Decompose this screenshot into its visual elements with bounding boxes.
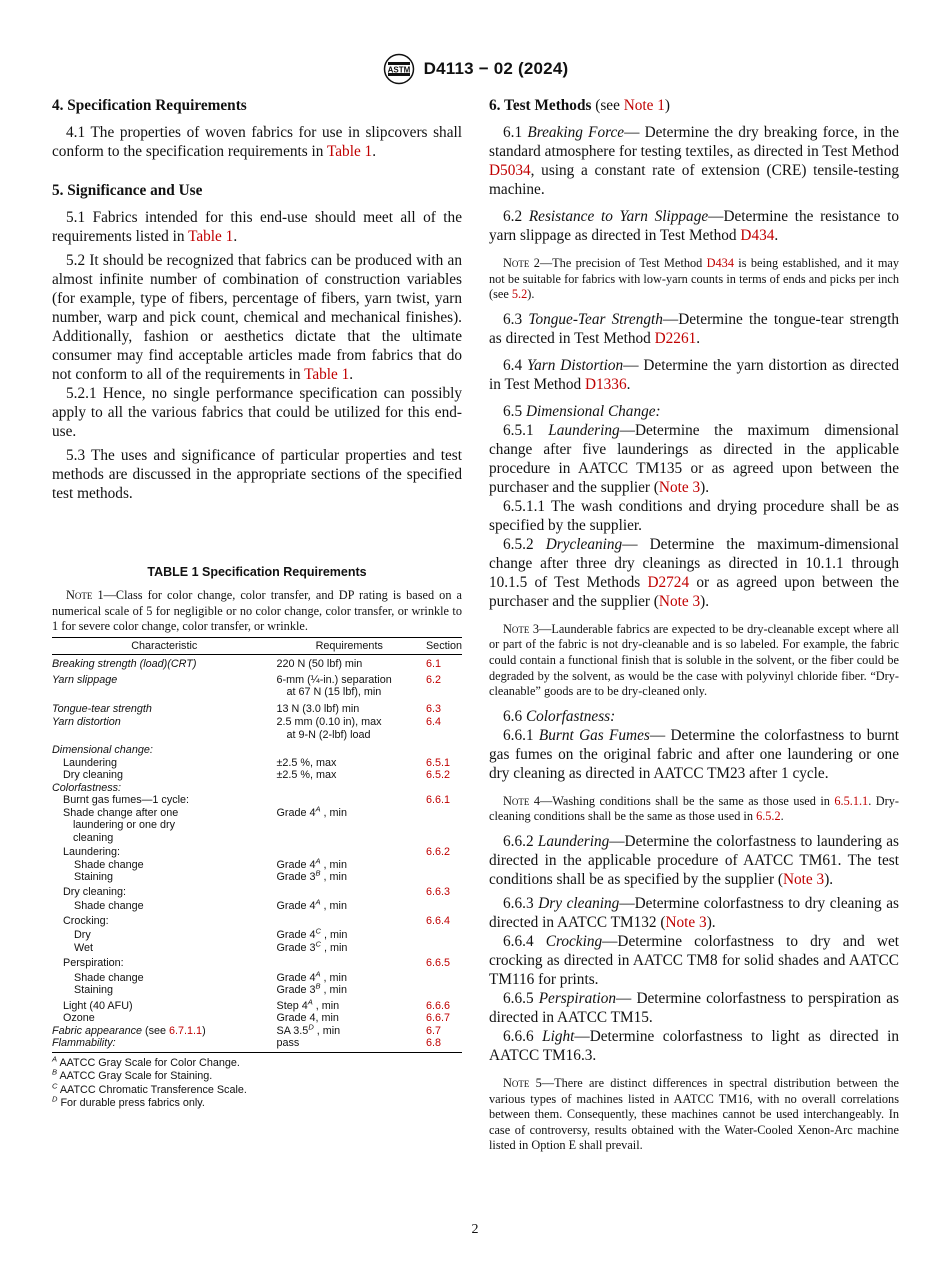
para-6-1: 6.1 Breaking Force— Determine the dry breaking force, in the standard atmosphere for testing textiles, as directed in Test Method D5034, using a constant rate of extension (CRE) tensile-testing machine. [489,124,899,198]
table-row: Shade change Grade $4^A$ , min [74,897,347,913]
table-row: Staining Grade $3^B$ , min [74,981,347,997]
para-6-6-6: 6.6.6 Light—Determine colorfastness to light as directed in AATCC TM16.3. [489,1027,899,1064]
page-number: 2 [471,1222,479,1237]
para-6-5-2: 6.5.2 Drycleaning— Determine the maximum-dimensional change after three dry cleanings as directed in 10.1.1 through 10.1.5 of Test Methods D2724 or as agreed upon between the purchaser and the supplier (Note 3). [489,535,899,610]
table-1-block [52,565,462,1111]
d434-link[interactable]: D434 [706,256,734,270]
d434-link[interactable]: D434 [740,227,775,244]
para-6-5-1-1: 6.5.1.1 The wash conditions and drying procedure shall be as specified by the supplier. [489,497,899,534]
para-4-1: 4.1 The properties of woven fabrics for use in slipcovers shall conform to the specification requirements in Table 1. [52,124,462,160]
section-6-5-2-link[interactable]: 6.5.2 [756,809,781,824]
table-row: Ozone Grade 4, min 6.6.7 [63,1012,450,1025]
d2261-link[interactable]: D2261 [654,329,697,347]
para-6-4: 6.4 Yarn Distortion— Determine the yarn distortion as directed in Test Method D1336. [489,356,900,393]
footnote: $^A$ AATCC Gray Scale for Color Change. [52,1054,240,1069]
table-row: Staining Grade $3^B$ , min [74,868,347,884]
table-row: Dry cleaning: 6.6.3 [63,885,450,898]
section-link[interactable]: 6.3 [425,702,441,715]
section-link[interactable]: 6.5.1 [425,756,450,769]
section-link[interactable]: 6.6.7 [425,1012,450,1025]
table-1-link[interactable]: Table 1 [326,143,373,160]
svg-text:ASTM: ASTM [387,65,410,75]
section-link[interactable]: 6.6.2 [425,846,450,859]
note-3-link[interactable]: Note 3 [658,478,701,496]
para-6-6: 6.6 Colorfastness: [503,707,616,725]
right-column [489,92,899,1154]
para-6-6-3: 6.6.3 Dry cleaning—Determine colorfastness to dry cleaning as directed in AATCC TM132 (Note 3). [489,894,899,931]
page-header [0,53,950,85]
para-6-3: 6.3 Tongue-Tear Strength—Determine the tongue-tear strength as directed in Test Method D2261. [489,310,900,347]
table-row: Shade change after one laundering or one dry cleaning Grade $4^A$ , min [63,804,347,844]
table-row: Shade change Grade $4^A$ , min [74,969,347,984]
table-row: Crocking: 6.6.4 [63,914,450,927]
section-link[interactable]: 6.6.5 [425,957,450,970]
note-5: Note 5—There are distinct differences in spectral distribution between the various types of machines listed in AATCC TM16, with no overall correlations between them. Consequently, these machines cannot be used interchangeably. In case of controversy, results obtained with the Water-Cooled Xenon-Arc machine listed in Option E shall prevail. [489,1075,899,1153]
section-6-title: 6. Test Methods (see Note 1) [489,97,671,114]
d1336-link[interactable]: D1336 [584,375,627,393]
footnote: $^B$ AATCC Gray Scale for Staining. [52,1067,213,1083]
table-footnotes [52,1054,462,1111]
section-link[interactable]: 6.7.1.1 [169,1024,203,1037]
section-4-title: 4. Specification Requirements [52,97,247,114]
footnote: $^C$ AATCC Chromatic Transference Scale. [52,1081,247,1096]
table-1-title: TABLE 1 Specification Requirements [147,565,367,579]
col-header-requirements: Requirements [277,637,422,655]
footnote: $^D$ For durable press fabrics only. [52,1094,205,1110]
table-row: Yarn distortion 2.5 mm (0.10 in), max at 9-N (2-lbf) load 6.4 [52,716,441,741]
section-link[interactable]: 6.6.3 [425,885,450,898]
para-5-3: 5.3 The uses and significance of particular properties and test methods are discussed in the appropriate sections of the specified test methods. [52,447,462,502]
table-row: Tongue-tear strength 13 N (3.0 lbf) min 6.3 [52,702,441,715]
note-3-link[interactable]: Note 3 [665,913,707,931]
para-6-6-1: 6.6.1 Burnt Gas Fumes— Determine the colorfastness to burnt gas fumes on the original fabric and after one laundering or one dry cleaning as directed in AATCC TM23 after 1 cycle. [489,726,899,782]
table-row: Yarn slippage 6-mm (¼-in.) separation at 67 N (15 lbf), min 6.2 [52,673,441,699]
table-1-link[interactable]: Table 1 [304,366,350,383]
table-row: Wet Grade $3^C$ , min [74,939,348,954]
para-5-2: 5.2 It should be recognized that fabrics can be produced with an almost infinite number of combination of construction variables (for example, type of fibers, percentage of fibers, yarn twist, yarn number, warp and pick count, chemical and mechanical finishes). Additionally, fashion or aesthetics dictate that the ultimate consumer may find acceptable articles made from fabrics that do not conform to all of the requirements in Table 1. [52,252,462,383]
para-6-6-5: 6.6.5 Perspiration— Determine colorfastness to perspiration as directed in AATCC TM15. [489,989,899,1026]
table-row: Burnt gas fumes—1 cycle: 6.6.1 [63,794,450,807]
para-6-2: 6.2 Resistance to Yarn Slippage—Determine the resistance to yarn slippage as directed in Test Method D434. [489,208,899,244]
specification-table [52,637,462,1053]
table-1-link[interactable]: Table 1 [188,228,234,245]
note-2: Note 2—The precision of Test Method D434 is being established, and it may not be suitable for fabrics with low-yarn counts in terms of ends and picks per inch (see 5.2). [489,256,899,302]
note-1-link[interactable]: Note 1 [623,97,665,114]
table-row: Flammability: pass 6.8 [52,1037,462,1052]
para-6-5-1: 6.5.1 Laundering—Determine the maximum dimensional change after five launderings as directed in the applicable procedure in AATCC TM135 or as agreed upon between the purchaser and the supplier (Note 3). [489,421,899,496]
table-row: Dry cleaning ±2.5 %, max 6.5.2 [63,769,450,782]
para-5-2-1: 5.2.1 Hence, no single performance specification can possibly apply to all the various fabrics that could be utilized for this end-use. [52,385,462,440]
section-link[interactable]: 6.7 [425,1024,441,1037]
table-row: Laundering ±2.5 %, max 6.5.1 [63,756,450,769]
col-header-section: Section [422,637,462,655]
table-row: Dimensional change: [52,744,153,757]
table-1-note: Note 1—Class for color change, color transfer, and DP rating is based on a numerical scale of 5 for negligible or no color change, color transfer, or wrinkle to 1 for severe color change, color transfer, or wrinkle. [52,588,462,634]
section-link[interactable]: 6.1 [425,658,441,671]
note-4: Note 4—Washing conditions shall be the same as those used in 6.5.1.1. Dry-cleaning conditions shall be the same as those used in 6.5.2. [489,793,899,824]
table-row: Shade change Grade $4^A$ , min [74,856,347,871]
d2724-link[interactable]: D2724 [647,573,690,591]
section-link[interactable]: 6.6.1 [425,794,450,807]
table-row: Dry Grade $4^C$ , min [74,926,348,942]
section-link[interactable]: 6.6.4 [425,914,450,927]
d5034-link[interactable]: D5034 [489,162,531,179]
section-5-title: 5. Significance and Use [52,182,203,199]
section-link[interactable]: 6.5.2 [425,769,450,782]
col-header-characteristic: Characteristic [52,637,277,655]
astm-logo-icon [382,53,416,85]
section-link[interactable]: 6.4 [425,716,441,729]
para-6-5: 6.5 Dimensional Change: [503,402,661,420]
document-designation: D4113 − 02 (2024) [423,59,569,78]
table-row: Light (40 AFU) Step $4^A$ , min 6.6.6 [63,997,450,1012]
table-row: Fabric appearance (see 6.7.1.1) SA $3.5^D$ , min 6.7 [52,1022,441,1037]
table-row: Colorfastness: [52,781,122,794]
table-row: Perspiration: 6.6.5 [63,957,450,970]
para-5-1: 5.1 Fabrics intended for this end-use should meet all of the requirements listed in Table 1. [52,209,462,245]
note-3-link[interactable]: Note 3 [782,870,825,888]
note-3-link[interactable]: Note 3 [658,592,701,610]
section-link[interactable]: 6.6.6 [425,999,450,1012]
note-3: Note 3—Launderable fabrics are expected to be dry-cleanable except where all or part of the fabric is not dry-cleanable and is so labeled. For example, the fabric could contain a functional finish that is soluble in the solvent, or the fiber could be degraded by the solvent, as would be the case with polyvinyl chloride fiber. “Dry-cleanable” goods are to be dry-cleaned only. [489,621,899,699]
table-row: Laundering: 6.6.2 [63,846,450,859]
section-5-2-link[interactable]: 5.2 [511,287,528,302]
left-column [52,92,462,1111]
section-link[interactable]: 6.2 [425,673,441,686]
table-row: Breaking strength (load)(CRT) 220 N (50 lbf) min 6.1 [52,658,441,671]
para-6-6-4: 6.6.4 Crocking—Determine colorfastness to dry and wet crocking as directed in AATCC TM8 for solid shades and AATCC TM116 for prints. [489,932,900,988]
section-link[interactable]: 6.8 [425,1037,441,1050]
section-6-5-1-1-link[interactable]: 6.5.1.1 [834,793,869,808]
para-6-6-2: 6.6.2 Laundering—Determine the colorfastness to laundering as directed in the applicable procedure of AATCC TM61. The test conditions shall be as specified by the supplier (Note 3). [489,832,899,888]
